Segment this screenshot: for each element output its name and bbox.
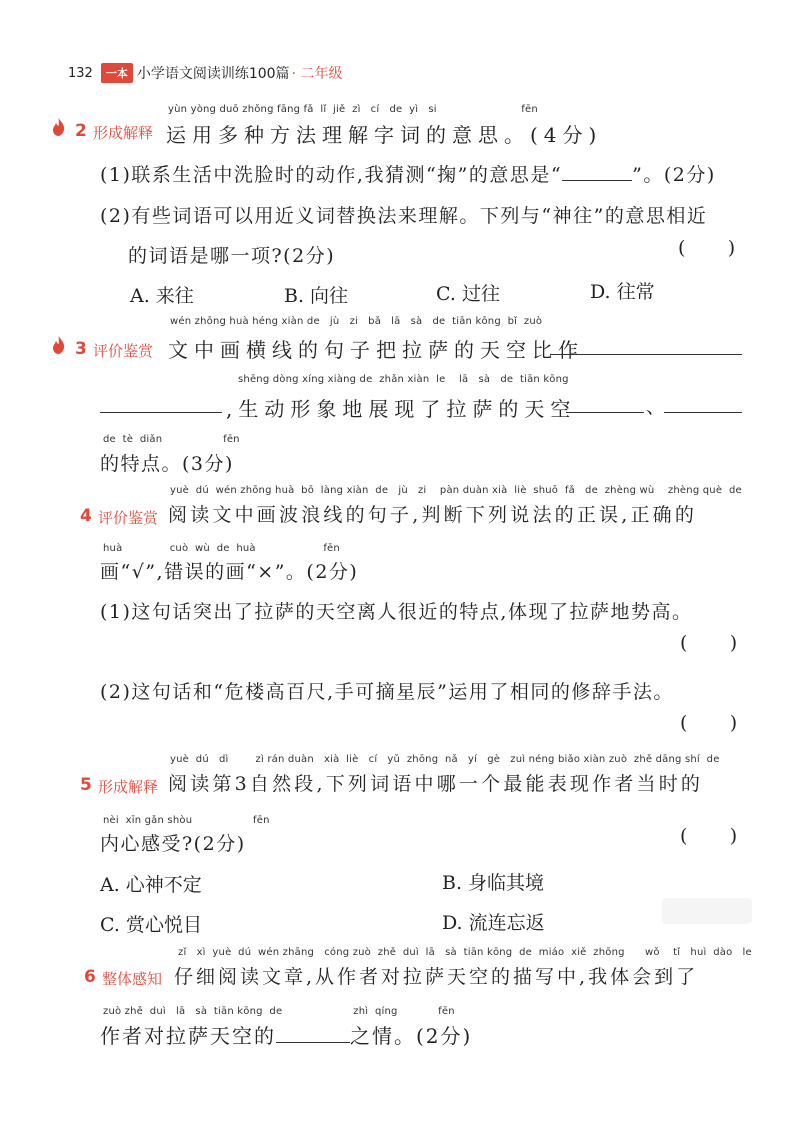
q2-sub1-answer-blank[interactable] <box>562 162 632 181</box>
q2-answer-paren[interactable]: ( ) <box>678 237 736 259</box>
q4-line1: 阅读文中画波浪线的句子,判断下列说法的正误,正确的 <box>168 504 698 526</box>
q2-number: 2 <box>75 121 87 141</box>
q3-number: 3 <box>75 339 87 359</box>
q2-option-a[interactable]: A. 来往 <box>130 285 194 307</box>
q3-pinyin-3: de tè diǎn fēn <box>103 434 240 445</box>
q3-line1 <box>168 334 584 363</box>
q5-option-a[interactable]: A. 心神不定 <box>100 874 202 896</box>
q5-option-d[interactable]: D. 流连忘返 <box>442 912 545 934</box>
q3-pinyin-1: wén zhōng huà héng xiàn de jù zi bǎ lā sà de tiān kōng bǐ zuò <box>170 316 543 327</box>
q6-line1: 仔细阅读文章,从作者对拉萨天空的描写中,我体会到了 <box>174 966 699 988</box>
q4-tag: 评价鉴赏 <box>98 509 159 527</box>
q6-pinyin-1: zǐ xì yuè dú wén zhāng cóng zuò zhě duì lā sà tiān kōng de miáo xiě zhōng wǒ tǐ huì dào le <box>178 947 752 958</box>
q3-line1-text: 文中画横线的句子把拉萨的天空比作 <box>168 338 584 362</box>
q3-tag: 评价鉴赏 <box>93 342 154 360</box>
q6-pinyin-2: zuò zhě duì lā sà tiān kōng de zhì qíng fēn <box>103 1006 455 1017</box>
grade-label: · 二年级 <box>291 66 343 82</box>
q6-line2-end: 之情。(2分) <box>350 1024 473 1048</box>
publisher-logo: 一本 <box>101 63 133 83</box>
page-header <box>68 62 342 84</box>
q3-line2-sep: 、 <box>646 396 667 418</box>
page-number: 132 <box>68 65 93 81</box>
q2-option-c[interactable]: C. 过往 <box>436 283 500 305</box>
q6-tag: 整体感知 <box>102 970 163 988</box>
q4-statement-1: (1)这句话突出了拉萨的天空离人很近的特点,体现了拉萨地势高。 <box>100 601 693 623</box>
q5-option-b[interactable]: B. 身临其境 <box>442 872 545 894</box>
q4-line2: 画“√”,错误的画“×”。(2分) <box>100 561 359 583</box>
q5-line2: 内心感受?(2分) <box>100 833 246 855</box>
flame-icon <box>52 118 65 136</box>
q4-statement-2: (2)这句话和“危楼高百尺,手可摘星辰”运用了相同的修辞手法。 <box>100 681 674 703</box>
q5-pinyin-2: nèi xīn gǎn shòu fēn <box>103 815 270 826</box>
q2-sub1-end: ”。(2分) <box>632 164 716 186</box>
q3-blank-4[interactable] <box>664 394 742 413</box>
q5-number: 5 <box>80 775 92 795</box>
q5-option-c[interactable]: C. 赏心悦目 <box>100 914 202 936</box>
q3-line3: 的特点。(3分) <box>100 453 234 475</box>
q2-sub2-line1: (2)有些词语可以用近义词替换法来理解。下列与“神往”的意思相近 <box>100 205 708 227</box>
q4-answer-paren-1[interactable]: ( ) <box>680 632 738 654</box>
book-title: 小学语文阅读训练100篇 <box>136 66 290 82</box>
q5-tag: 形成解释 <box>98 778 159 796</box>
flame-icon <box>52 336 65 354</box>
q4-pinyin-2: huà cuò wù de huà fēn <box>103 543 340 554</box>
q2-option-d[interactable]: D. 往常 <box>590 281 655 303</box>
q2-tag: 形成解释 <box>93 124 154 142</box>
q5-pinyin-1: yuè dú dì zì rán duàn xià liè cí yǔ zhōng nǎ yí gè zuì néng biǎo xiàn zuò zhě dāng shí de <box>170 754 720 765</box>
q6-answer-blank[interactable] <box>276 1024 350 1043</box>
q3-blank-3[interactable] <box>566 394 644 413</box>
q2-sub2-line2: 的词语是哪一项?(2分) <box>128 245 336 267</box>
page-stain <box>662 898 752 924</box>
q6-line2 <box>100 1020 472 1049</box>
q2-pinyin: yùn yòng duō zhǒng fāng fǎ lǐ jiě zì cí de yì si fēn <box>168 104 538 115</box>
q3-pinyin-2: shēng dòng xíng xiàng de zhǎn xiàn le lā sà de tiān kōng <box>238 374 569 385</box>
q5-line1: 阅读第3自然段,下列词语中哪一个最能表现作者当时的 <box>168 773 704 795</box>
q6-number: 6 <box>84 967 96 987</box>
q6-line2-text: 作者对拉萨天空的 <box>100 1024 276 1048</box>
q2-sub1-text: (1)联系生活中洗脸时的动作,我猜测“掬”的意思是“ <box>100 164 563 186</box>
q4-answer-paren-2[interactable]: ( ) <box>680 712 738 734</box>
q2-option-b[interactable]: B. 向往 <box>284 285 349 307</box>
q2-sub1 <box>100 160 716 187</box>
q3-blank-1[interactable] <box>550 336 742 355</box>
q3-line2: ,生动形象地展现了拉萨的天空 <box>226 397 577 421</box>
q3-blank-2[interactable] <box>100 394 222 413</box>
q5-answer-paren[interactable]: ( ) <box>680 825 738 847</box>
q4-pinyin-1: yuè dú wén zhōng huà bō làng xiàn de jù zi pàn duàn xià liè shuō fǎ de zhèng wù zhèng què de <box>170 485 742 496</box>
q4-number: 4 <box>80 506 92 526</box>
q2-prompt: 运用多种方法理解字词的意思。(4分) <box>166 123 603 147</box>
